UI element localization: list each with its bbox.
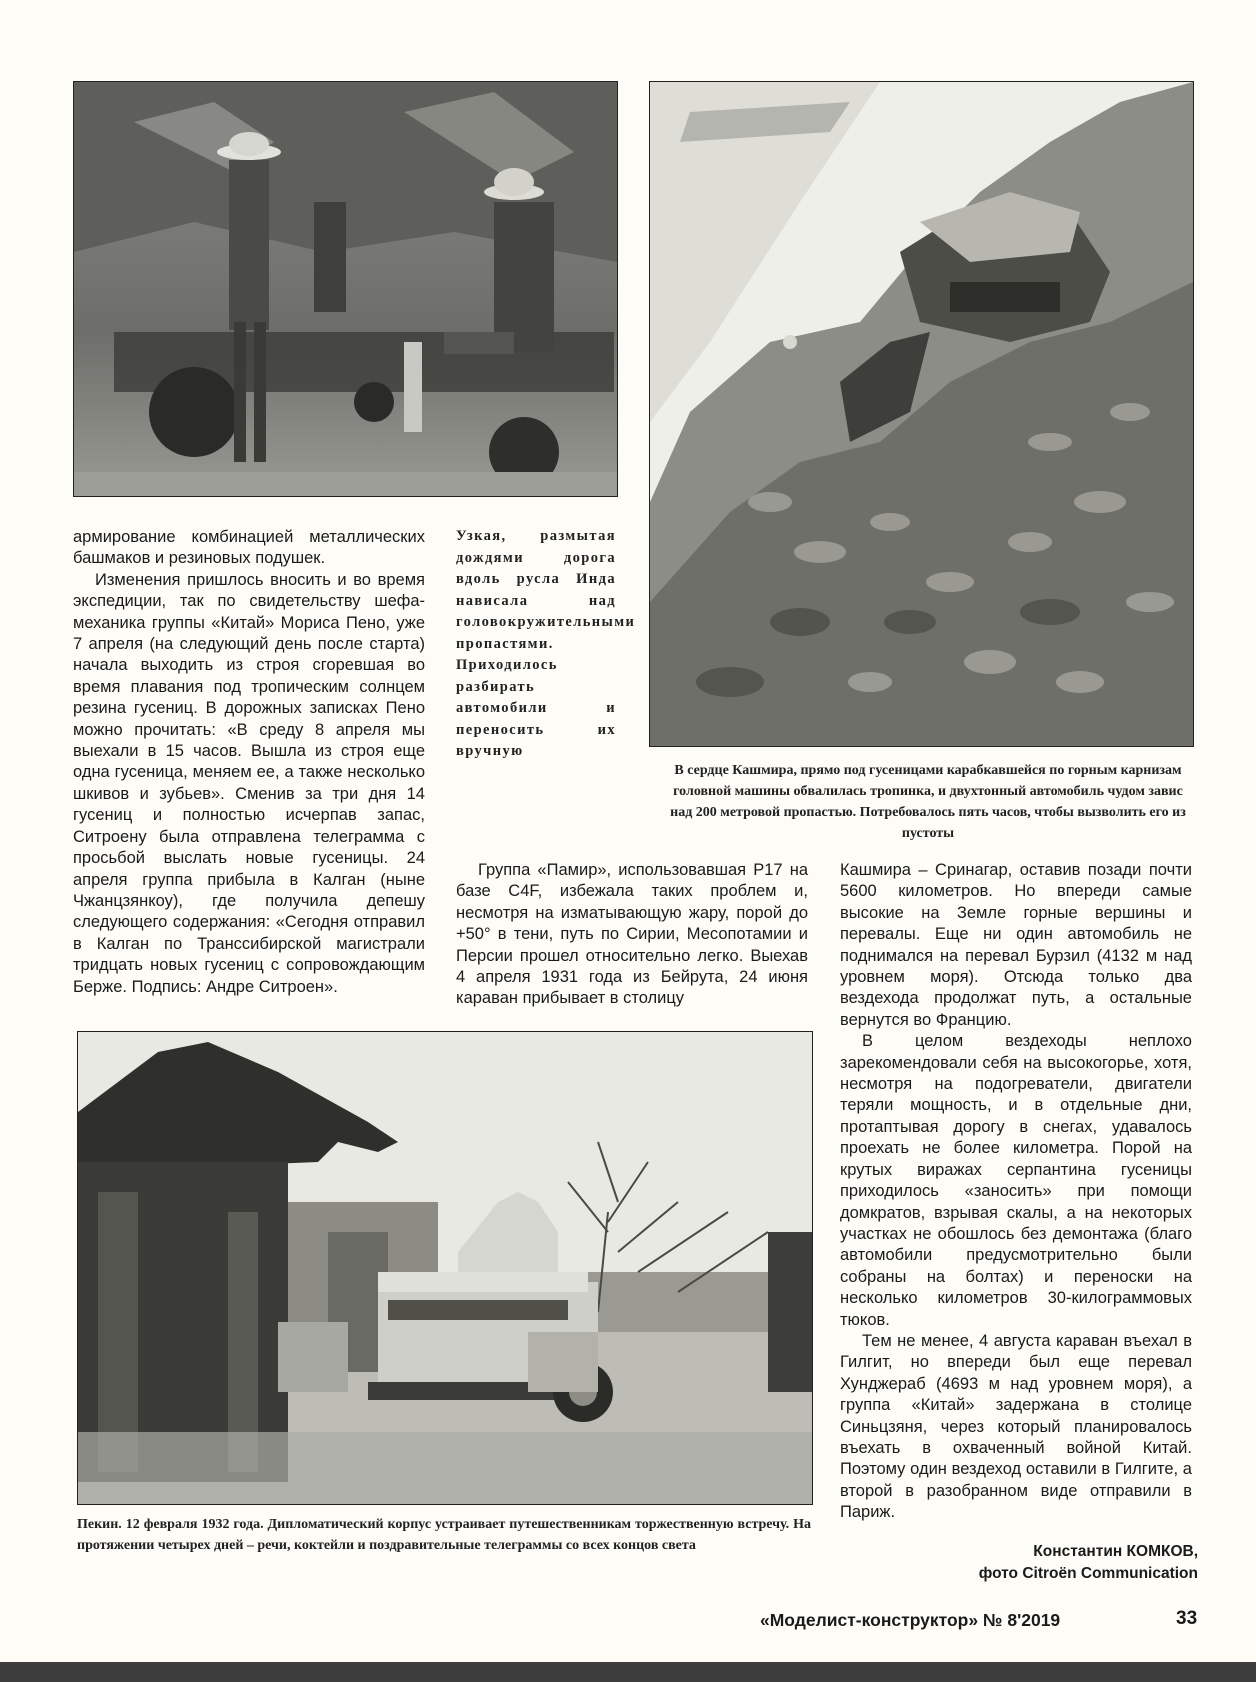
- paragraph: Кашмира – Сринагар, оставив позади почти 5600 километров. Но впереди самые высокие на Земле горные вершины и перевалы. Еще ни один автомобиль не поднимался на перевал Бурзил (4132 м над уровнем моря). Отсюда только два вездехода продолжат путь, а остальные вернутся во Францию.: [840, 861, 1192, 1029]
- text-column-middle: [456, 860, 808, 1010]
- photo-credit: фото Citroën Communication: [978, 1565, 1198, 1582]
- paragraph: Группа «Памир», использовавшая P17 на базе C4F, избежала таких проблем и, несмотря на изматывающую жару, порой до +50° в тени, путь по Сирии, Месопотамии и Персии прошел относительно легко. Выехав 4 апреля 1931 года из Бейрута, 24 июня караван прибывает в столицу: [456, 861, 808, 1008]
- paragraph: армирование комбинацией металлических башмаков и резиновых подушек.: [73, 528, 425, 568]
- author-name: Константин КОМКОВ,: [1033, 1543, 1198, 1560]
- caption-indus-road: Узкая, размытая дождями дорога вдоль русла Инда нависала над головокружительными пропастями. Приходилось разбирать автомобили и переносить их вручную: [456, 528, 636, 759]
- paragraph: Изменения пришлось вносить и во время экспедиции, так по свидетельству шефа-механика группы «Китай» Мориса Пено, уже 7 апреля (на следующий день после старта) начала выходить из строя сгоревшая во время плавания под тропическим солнцем резина гусениц. В дорожных записках Пено можно прочитать: «В среду 8 апреля мы выехали в 15 часов. Вышла из строя еще одна гусеница, меняем ее, а также несколько шкивов и зубьев». Сменив за три дня 14 гусениц и полностью исчерпав запас, Ситроену была отправлена телеграмма с просьбой выслать новые гусеницы. 24 апреля группа прибыла в Калган (ныне Чжанцзянкоу), где получила депешу следующего содержания: «Сегодня отправил в Калган по Транссибирской магистрали тридцать новых гусениц с сопровождающим Берже. Подпись: Андре Ситроен».: [73, 570, 425, 996]
- text-column-right: [840, 860, 1192, 1524]
- text-column-left: [73, 527, 425, 998]
- photo-mountain-cliff: [649, 81, 1194, 747]
- scan-edge: [0, 1662, 1256, 1682]
- paragraph: В целом вездеходы неплохо зарекомендовали себя на высокогорье, хотя, несмотря на подогреватели, двигатели теряли мощность, и в отдельные дни, протаптывая дорогу в снегах, удавалось проехать не более километра. Порой на крутых виражах серпантина гусеницы приходилось «заносить» при помощи домкратов, взрывая скалы, а на некоторых участках не обошлось без демонтажа (благо автомобили предусмотрительно были собраны на болтах) и переноски на несколько километров 30-килограммовых тюков.: [840, 1032, 1192, 1329]
- photo-mechanics-repair: [73, 81, 618, 497]
- page-number: 33: [1176, 1608, 1198, 1629]
- paragraph: Тем не менее, 4 августа караван въехал в Гилгит, но впереди был еще перевал Хунджераб (4693 м над уровнем моря), а группа «Китай» задержана в столице Синьцзяня, через который планировалось въехать в охваченный войной Китай. Поэтому один вездеход оставили в Гилгите, а второй в разобранном виде отправили в Париж.: [840, 1331, 1192, 1522]
- caption-kashmir: В сердце Кашмира, прямо под гусеницами карабкавшейся по горным карнизам головной машины обвалилась тропинка, и двухтонный автомобиль чудом завис над 200 метровой пропастью. Потребовалось пять часов, чтобы вызволить его из пустоты: [670, 763, 1186, 841]
- author-credit: [979, 1541, 1198, 1585]
- caption-peking: Пекин. 12 февраля 1932 года. Дипломатический корпус устраивает путешественникам торжественную встречу. На протяжении четырех дней – речи, коктейли и поздравительные телеграммы со всех концов света: [77, 1517, 811, 1553]
- footer-magazine-title: «Моделист-конструктор» № 8'2019: [760, 1610, 1061, 1630]
- photo-peking-reception: [77, 1031, 813, 1505]
